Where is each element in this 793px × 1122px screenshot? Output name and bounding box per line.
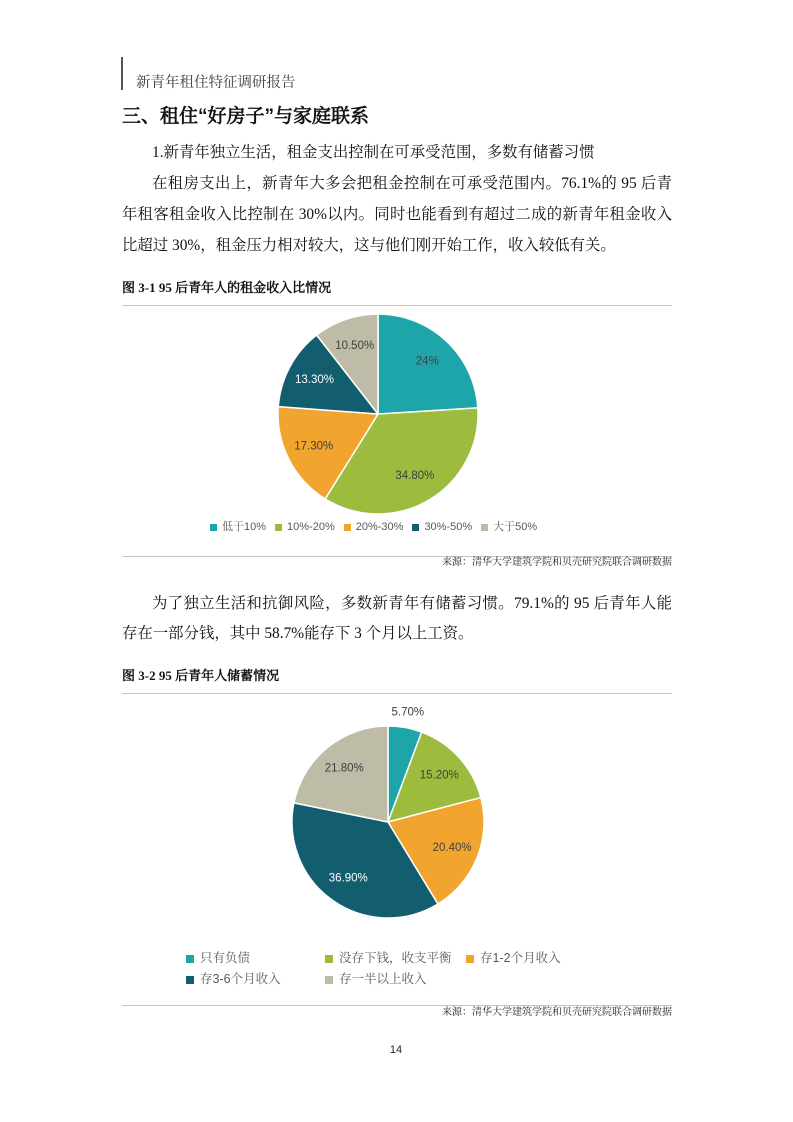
legend-label: 大于50% bbox=[493, 521, 538, 533]
rent-ratio-label-20-to-30: 17.30% bbox=[294, 440, 334, 453]
legend-item-under-10 bbox=[210, 520, 266, 534]
section-heading: 三、租住“好房子”与家庭联系 bbox=[122, 106, 370, 127]
figure-title: 图 3-1 95 后青年人的租金收入比情况 bbox=[122, 280, 332, 295]
rent-ratio-label-under-10: 24% bbox=[415, 355, 439, 368]
legend-item-save-1-2-months bbox=[466, 948, 561, 969]
legend-item-save-over-half bbox=[325, 969, 466, 990]
legend-swatch bbox=[325, 976, 333, 984]
legend-label: 20%-30% bbox=[355, 521, 404, 533]
savings-label-save-3-6-months: 36.90% bbox=[328, 872, 368, 885]
figure-title: 图 3-2 95 后青年人储蓄情况 bbox=[122, 668, 280, 683]
legend-label: 没存下钱，收支平衡 bbox=[339, 951, 452, 965]
legend-label: 存1-2个月收入 bbox=[480, 951, 561, 965]
legend-swatch bbox=[466, 955, 474, 963]
body-text-line: 比超过 30%，租金压力相对较大，这与他们刚开始工作，收入较低有关。 bbox=[122, 237, 616, 254]
legend-item-save-3-6-months bbox=[186, 969, 325, 990]
legend-label: 存一半以上收入 bbox=[339, 972, 427, 986]
legend-item-over-50 bbox=[481, 520, 537, 534]
rent-ratio-legend bbox=[210, 520, 537, 534]
legend-item-debt-only bbox=[186, 948, 325, 969]
legend-label: 10%-20% bbox=[287, 521, 335, 533]
figure-source: 来源：清华大学建筑学院和贝壳研究院联合调研数据 bbox=[442, 1007, 672, 1018]
legend-label: 存3-6个月收入 bbox=[200, 972, 281, 986]
legend-label: 30%-50% bbox=[424, 521, 473, 533]
savings-slices bbox=[292, 726, 484, 918]
legend-swatch bbox=[186, 955, 194, 963]
legend-swatch bbox=[481, 524, 488, 531]
legend-swatch bbox=[275, 524, 282, 531]
legend-item-10-to-20 bbox=[275, 520, 335, 534]
legend-swatch bbox=[210, 524, 217, 531]
savings-label-save-1-2-months: 20.40% bbox=[432, 841, 472, 854]
subsection-heading: 1.新青年独立生活，租金支出控制在可承受范围，多数有储蓄习惯 bbox=[152, 144, 595, 161]
legend-swatch bbox=[325, 955, 333, 963]
report-title: 新青年租住特征调研报告 bbox=[136, 75, 296, 91]
savings-label-save-over-half: 21.80% bbox=[324, 762, 364, 775]
body-text-line: 为了独立生活和抗御风险，多数新青年有储蓄习惯。79.1%的 95 后青年人能 bbox=[152, 595, 672, 612]
legend-label: 只有负债 bbox=[200, 951, 251, 965]
body-text-line: 存在一部分钱，其中 58.7%能存下 3 个月以上工资。 bbox=[122, 625, 474, 642]
header-divider bbox=[121, 57, 123, 90]
rent-ratio-label-10-to-20: 34.80% bbox=[395, 469, 435, 482]
savings-label-break-even: 15.20% bbox=[419, 769, 459, 782]
page-number: 14 bbox=[389, 1044, 403, 1056]
legend-label: 低于10% bbox=[222, 521, 267, 533]
legend-item-30-to-50 bbox=[412, 520, 472, 534]
savings-label-debt-only: 5.70% bbox=[391, 706, 425, 719]
legend-swatch bbox=[186, 976, 194, 984]
legend-item-break-even bbox=[325, 948, 466, 969]
figure-source: 来源：清华大学建筑学院和贝壳研究院联合调研数据 bbox=[442, 557, 672, 568]
legend-swatch bbox=[412, 524, 419, 531]
legend-item-20-to-30 bbox=[344, 520, 404, 534]
rent-ratio-slices bbox=[278, 314, 478, 514]
figure-bottom-rule bbox=[122, 1005, 672, 1006]
body-text-line: 年租客租金收入比控制在 30%以内。同时也能看到有超过二成的新青年租金收入 bbox=[122, 206, 672, 223]
body-text-line: 在租房支出上，新青年大多会把租金控制在可承受范围内。76.1%的 95 后青 bbox=[152, 175, 672, 192]
rent-ratio-pie-chart bbox=[122, 306, 672, 518]
rent-ratio-label-over-50: 10.50% bbox=[335, 339, 375, 352]
rent-ratio-label-30-to-50: 13.30% bbox=[294, 374, 335, 386]
savings-pie-chart bbox=[122, 694, 672, 930]
savings-legend bbox=[186, 948, 561, 990]
legend-swatch bbox=[344, 524, 351, 531]
